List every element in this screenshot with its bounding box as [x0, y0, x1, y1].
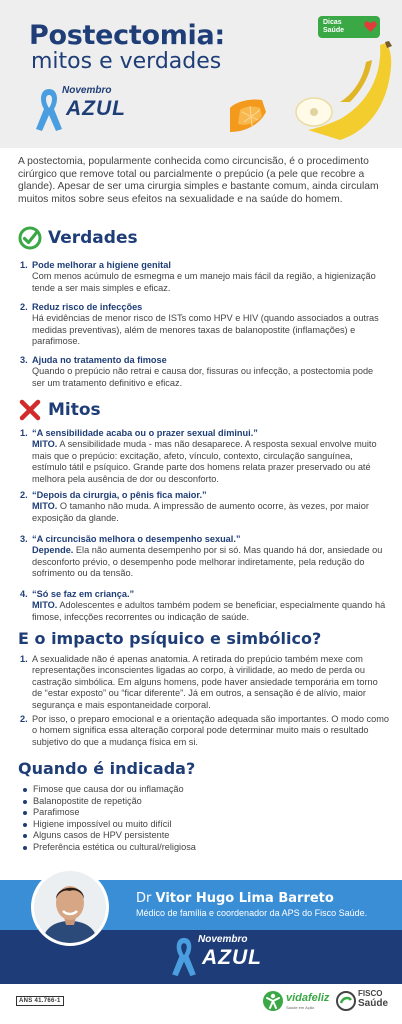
item-description [20, 545, 388, 579]
vida-feliz-logo [262, 986, 332, 1016]
verdict-label: MITO. [32, 501, 58, 512]
campaign-month: Novembro [62, 85, 112, 96]
mito-item [20, 589, 388, 623]
item-number: 4. [20, 589, 28, 599]
fisco-saude-logo [336, 987, 396, 1015]
verdades-title: Verdades [48, 228, 138, 248]
check-circle-icon [18, 226, 42, 250]
item-description [20, 501, 388, 524]
fisco-saude-icon [336, 991, 356, 1011]
awareness-ribbon-icon [36, 87, 62, 133]
doctor-role: Médico de família e coordenador da APS do Fisco Saúde. [136, 908, 368, 918]
mitos-heading [18, 398, 101, 422]
campaign-color: AZUL [66, 97, 126, 120]
fisco-text: FISCO [358, 989, 383, 998]
doctor-avatar [31, 868, 109, 946]
item-description [20, 439, 388, 485]
impacto-item [20, 654, 390, 711]
item-description: Por isso, o preparo emocional e a orientação adequada são importantes. O modo como o homem significa essa alteração corporal pode determinar muito mais o resultado subjetivo do que a mudança física em si. [32, 714, 389, 747]
list-item: Fimose que causa dor ou inflamação [22, 784, 196, 796]
item-heading: “Só se faz em criança.” [32, 589, 135, 599]
list-item: Alguns casos de HPV persistente [22, 830, 196, 842]
item-number: 1. [20, 428, 28, 438]
item-number: 2. [20, 490, 28, 500]
item-description: A sexualidade não é apenas anatomia. A retirada do prepúcio também mexe com representações inconscientes ligadas ao corpo, à virilidade, ao medo de perda ou castração simbólica. Em alguns homens, pode haver ansiedade temporária em torno de “estar exposto” ou “ficar diferente”. Já em outros, a sensação é de alívio, maior segurança e mais espontaneidade corporal. [32, 654, 378, 710]
vida-feliz-text: vidafeliz [286, 992, 330, 1004]
quando-title: Quando é indicada? [18, 759, 196, 778]
verdade-item [20, 302, 388, 348]
saude-text: Saúde [358, 998, 389, 1009]
verdades-heading [18, 226, 138, 250]
verdict-text: Ela não aumenta desempenho por si só. Mas quando há dor, ansiedade ou desconforto prévio, o desempenho pode melhorar indiretamente, pela redução do sofrimento ou da tensão. [32, 545, 383, 579]
list-item: Parafimose [22, 807, 196, 819]
verdict-label: MITO. [32, 600, 58, 611]
item-description [20, 600, 388, 623]
item-description: Quando o prepúcio não retrai e causa dor, fissuras ou infecção, a postectomia pode ser um tratamento definitivo e eficaz. [32, 366, 374, 388]
indication-list [22, 784, 196, 854]
dicas-saude-badge [318, 16, 380, 38]
vida-feliz-icon [262, 990, 284, 1012]
item-number: 1. [20, 260, 28, 270]
item-heading: “Depois da cirurgia, o pênis fica maior.” [32, 490, 207, 500]
x-mark-icon [18, 398, 42, 422]
mito-item [20, 534, 388, 580]
item-heading: “A circuncisão melhora o desempenho sexual.” [32, 534, 241, 544]
item-heading: Ajuda no tratamento da fimose [32, 355, 167, 365]
list-item: Higiene impossível ou muito difícil [22, 819, 196, 831]
item-number: 1. [20, 654, 28, 664]
verdict-text: Adolescentes e adultos também podem se beneficiar, especialmente quando há fimose, infecções recorrentes ou indicação de saúde. [32, 600, 386, 622]
verdict-text: O tamanho não muda. A impressão de aumento ocorre, às vezes, por maior exposição da glande. [32, 501, 369, 523]
verdade-item [20, 355, 388, 389]
novembro-azul-logo-footer [172, 934, 262, 980]
item-heading: Reduz risco de infecções [32, 302, 143, 312]
ans-registration: ANS 41.766-1 [16, 996, 64, 1006]
impacto-item [20, 714, 390, 748]
item-description: Com menos acúmulo de esmegma e um manejo mais fácil da região, a higienização tende a ser mais simples e eficaz. [32, 271, 376, 293]
item-number: 3. [20, 534, 28, 544]
item-number: 2. [20, 714, 28, 724]
doctor-name [136, 891, 334, 906]
doctor-prefix: Dr [136, 891, 156, 906]
page-subtitle: mitos e verdades [31, 49, 222, 74]
doctor-fullname: Vitor Hugo Lima Barreto [155, 891, 334, 906]
mito-item [20, 490, 388, 524]
verdade-item [20, 260, 388, 294]
campaign-color: AZUL [202, 946, 262, 969]
verdict-text: A sensibilidade muda - mas não desaparece. A resposta sexual envolve muito mais que o prepúcio: excitação, afeto, vínculo, contexto, circulação sanguínea, estímulo tátil e psíquico. Grande parte dos homens relata prazer preservado ou até melhora pela ausência de dor ou desconforto. [32, 439, 377, 484]
campaign-month: Novembro [198, 934, 248, 945]
doctor-portrait-icon [34, 871, 106, 943]
vida-feliz-subtitle: Saúde em Ação [286, 1005, 315, 1010]
badge-line1: Dicas [323, 19, 342, 26]
badge-line2: Saúde [323, 27, 345, 34]
verdict-label: MITO. [32, 439, 58, 450]
list-item: Preferência estética ou cultural/religiosa [22, 842, 196, 854]
list-item: Balanopostite de repetição [22, 796, 196, 808]
impacto-title: E o impacto psíquico e simbólico? [18, 629, 322, 648]
mito-item [20, 428, 388, 485]
item-description: Há evidências de menor risco de ISTs como HPV e HIV (quando associados a outras medidas preventivas), além de menores taxas de balanopostite (inflamações) e parafimose. [32, 313, 379, 347]
mitos-title: Mitos [48, 400, 101, 420]
page-title: Postectomia: [29, 20, 225, 51]
item-number: 2. [20, 302, 28, 312]
verdict-label: Depende. [32, 545, 74, 556]
novembro-azul-logo [36, 85, 126, 135]
awareness-ribbon-icon [172, 936, 196, 978]
item-heading: “A sensibilidade acaba ou o prazer sexual diminui.” [32, 428, 258, 438]
item-heading: Pode melhorar a higiene genital [32, 260, 171, 270]
intro-paragraph: A postectomia, popularmente conhecida como circuncisão, é o procedimento cirúrgico que remove total ou parcialmente o prepúcio (a pele que recobre a glande). Apesar de ser uma cirurgia simples e bastante comum, ainda circulam muitos mitos sobre seus efeitos na sexualidade e na saúde do homem. [18, 156, 379, 205]
banana-orange-illustration [190, 40, 402, 148]
heart-icon [364, 20, 377, 33]
item-number: 3. [20, 355, 28, 365]
